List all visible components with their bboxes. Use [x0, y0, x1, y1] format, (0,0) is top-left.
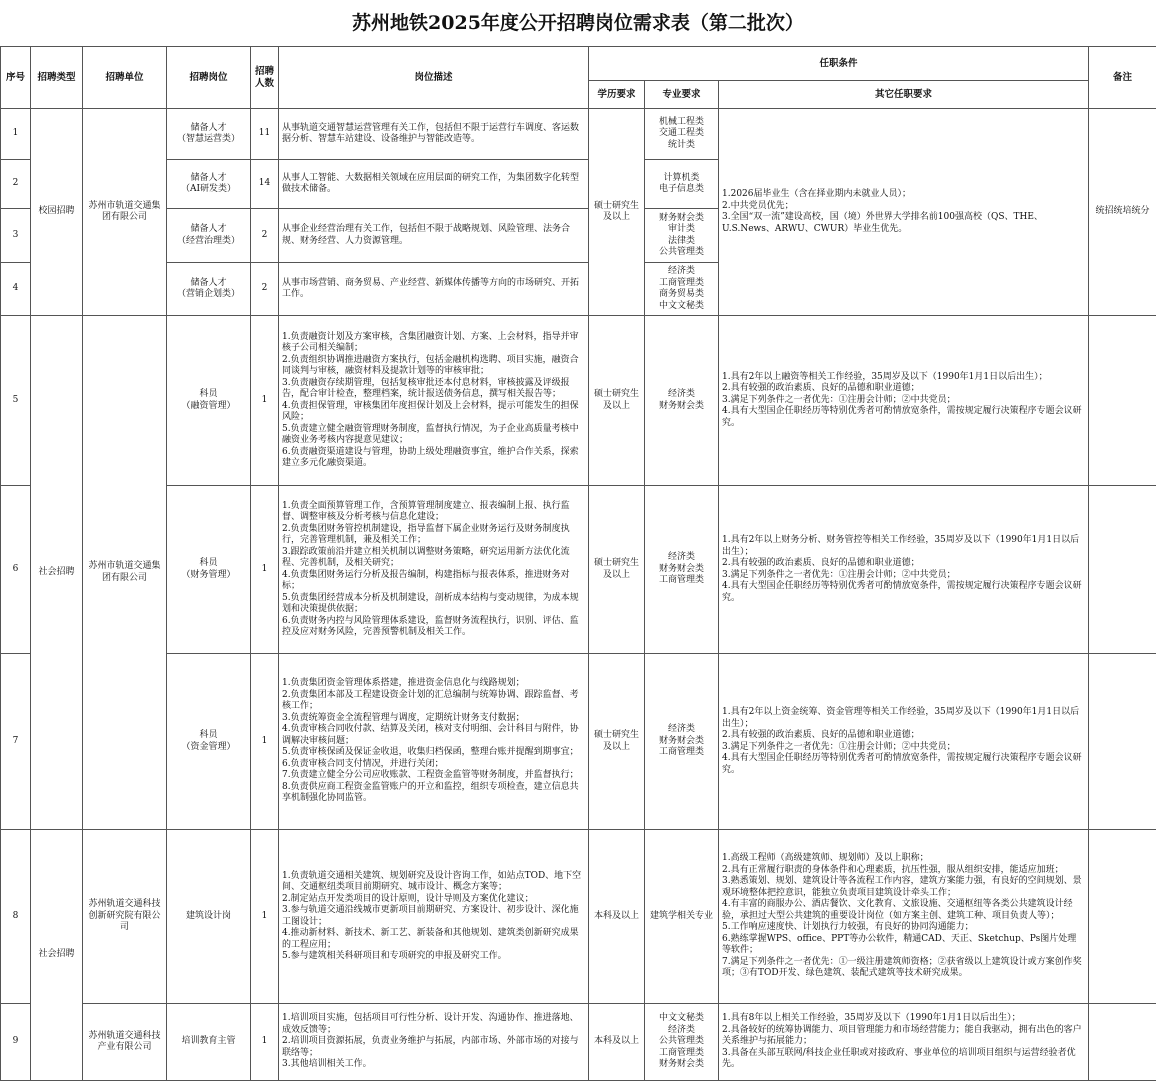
row-major: 经济类 工商管理类 商务贸易类 中文文秘类	[645, 263, 719, 316]
row-remark: 统招统培统分	[1089, 109, 1156, 316]
row-desc: 从事人工智能、大数据相关领域在应用层面的研究工作，为集团数字化转型做技术储备。	[279, 160, 589, 209]
row-desc: 1.负责全面预算管理工作，含预算管理制度建立、报表编制上报、执行监督、调整审核及分析考核与信息化建设； 2.负责集团财务管控机制建设，指导监督下属企业财务运行及财务制度执行，完善管理机制，兼及相关工作； 3.跟踪政策前沿并建立相关机制以调整财务策略，研究运用新方法优化流程、完善机制，及相关研究； 4.负责集团财务运行分析及报告编制，构建指标与报表体系，推进财务对标； 5.负责集团经营成本分析及机制建设，剖析成本结构与变动规律，为成本规划和决策提供依据； 6.负责财务内控与风险管理体系建设，监督财务流程执行，识别、评估、监控及应对财务风险，完善预警机制及相关工作。	[279, 486, 589, 654]
table-row	[1, 109, 1156, 160]
recruit-unit: 苏州轨道交通科技创新研究院有限公司	[83, 830, 167, 1004]
recruit-unit: 苏州市轨道交通集团有限公司	[83, 316, 167, 830]
header-count: 招聘人数	[251, 47, 279, 109]
row-remark	[1089, 654, 1156, 830]
row-count: 14	[251, 160, 279, 209]
row-post: 储备人才 （智慧运营类）	[167, 109, 251, 160]
row-seq: 8	[1, 830, 31, 1004]
row-post: 培训教育主管	[167, 1004, 251, 1081]
table-row	[1, 316, 1156, 486]
row-count: 1	[251, 1004, 279, 1081]
recruit-unit: 苏州市轨道交通集团有限公司	[83, 109, 167, 316]
row-major: 机械工程类 交通工程类 统计类	[645, 109, 719, 160]
row-count: 2	[251, 209, 279, 263]
row-education: 硕士研究生及以上	[589, 109, 645, 316]
row-other: 1.2026届毕业生（含在择业期内未就业人员）； 2.中共党员优先； 3.全国“双一流”建设高校，国（境）外世界大学排名前100强高校（QS、THE、U.S.News、ARWU、CWUR）毕业生优先。	[719, 109, 1089, 316]
row-major: 财务财会类 审计类 法律类 公共管理类	[645, 209, 719, 263]
row-desc: 从事企业经营治理有关工作，包括但不限于战略规划、风险管理、法务合规、财务经营、人力资源管理。	[279, 209, 589, 263]
row-post: 储备人才 （AI研发类）	[167, 160, 251, 209]
row-seq: 3	[1, 209, 31, 263]
row-count: 2	[251, 263, 279, 316]
row-post: 建筑设计岗	[167, 830, 251, 1004]
row-education: 硕士研究生及以上	[589, 654, 645, 830]
header-major: 专业要求	[645, 81, 719, 109]
row-post: 科员 （资金管理）	[167, 654, 251, 830]
header-requirements: 任职条件	[589, 47, 1089, 81]
table-row	[1, 486, 1156, 654]
row-other: 1.高级工程师（高级建筑师、规划师）及以上职称； 2.具有正常履行职责的身体条件和心理素质，抗压性强，服从组织安排，能适应加班； 3.熟悉策划、规划、建筑设计等各流程工作内容，建筑方案能力强，有良好的空间规划、景观环境整体把控意识，能独立负责项目建筑设计牵头工作； 4.有丰富的商服办公、酒店餐饮、文化教育、文旅设施、交通枢纽等各类公共建筑设计经验，承担过大型公共建筑的重要设计岗位（如方案主创、建筑工种、项目负责人等）； 5.工作响应速度快、计划执行力较强，有良好的协同沟通能力； 6.熟练掌握WPS、office、PPT等办公软件，精通CAD、天正、Sketchup、Ps图片处理等软件； 7.满足下列条件之一者优先：①一级注册建筑师资格；②获省级以上建筑设计或方案创作奖项；③有TOD开发、绿色建筑、装配式建筑等技术研究成果。	[719, 830, 1089, 1004]
row-desc: 1.负责融资计划及方案审核，含集团融资计划、方案、上会材料，指导并审核子公司相关编制； 2.负责组织协调推进融资方案执行，包括金融机构选聘、项目实施，融资合同谈判与审核，融资材料及提款计划等的审核审批； 3.负责融资存续期管理，包括复核审批还本付息材料，审核披露及评级报告，配合审计检查，整理档案，统计报送债务信息，撰写相关报告等； 4.负责担保管理，审核集团年度担保计划及上会材料，提示可能发生的担保风险； 5.负责建立健全融资管理财务制度，监督执行情况，为子企业高质量考核中融资业务考核内容提意见建议； 6.负责融资渠道建设与管理，协助上级处理融资事宜，维护合作关系，探索建立多元化融资渠道。	[279, 316, 589, 486]
row-other: 1.具有2年以上融资等相关工作经验，35周岁及以下（1990年1月1日以后出生）； 2.具有较强的政治素质、良好的品德和职业道德； 3.满足下列条件之一者优先：①注册会计师；②中共党员； 4.具有大型国企任职经历等特别优秀者可酌情放宽条件，需按规定履行决策程序专题会议研究。	[719, 316, 1089, 486]
row-count: 1	[251, 316, 279, 486]
header-post: 招聘岗位	[167, 47, 251, 109]
row-remark	[1089, 316, 1156, 486]
row-post: 储备人才 （经营治理类）	[167, 209, 251, 263]
row-desc: 1.负责轨道交通相关建筑、规划研究及设计咨询工作，如站点TOD、地下空间、交通枢纽类项目前期研究、城市设计、概念方案等； 2.制定站点开发类项目的设计原则，设计导则及方案优化建议； 3.参与轨道交通沿线城市更新项目前期研究、方案设计、初步设计、深化施工图设计； 4.推动新材料、新技术、新工艺、新装备和其他规划、建筑类创新研究成果的工程应用； 5.参与建筑相关科研项目和专项研究的申报及研究工作。	[279, 830, 589, 1004]
row-other: 1.具有2年以上资金统筹、资金管理等相关工作经验，35周岁及以下（1990年1月1日以后出生）； 2.具有较强的政治素质、良好的品德和职业道德； 3.满足下列条件之一者优先：①注册会计师；②中共党员； 4.具有大型国企任职经历等特别优秀者可酌情放宽条件，需按规定履行决策程序专题会议研究。	[719, 654, 1089, 830]
recruit-type: 社会招聘	[31, 830, 83, 1081]
row-remark	[1089, 1004, 1156, 1081]
row-major: 经济类 财务财会类 工商管理类	[645, 654, 719, 830]
recruit-type: 社会招聘	[31, 316, 83, 830]
row-count: 1	[251, 486, 279, 654]
row-desc: 1.培训项目实施，包括项目可行性分析、设计开发、沟通协作、推进落地、成效反馈等； 2.培训项目资源拓展，负责业务维护与拓展，内部市场、外部市场的对接与联络等； 3.其他培训相关工作。	[279, 1004, 589, 1081]
row-seq: 9	[1, 1004, 31, 1081]
row-count: 11	[251, 109, 279, 160]
row-count: 1	[251, 654, 279, 830]
header-education: 学历要求	[589, 81, 645, 109]
header-remark: 备注	[1089, 47, 1156, 109]
row-seq: 4	[1, 263, 31, 316]
page-title: 苏州地铁2025年度公开招聘岗位需求表（第二批次）	[0, 0, 1156, 46]
row-major: 中文文秘类 经济类 公共管理类 工商管理类 财务财会类	[645, 1004, 719, 1081]
row-post: 科员 （财务管理）	[167, 486, 251, 654]
row-seq: 6	[1, 486, 31, 654]
recruit-unit: 苏州轨道交通科技产业有限公司	[83, 1004, 167, 1081]
row-education: 本科及以上	[589, 830, 645, 1004]
row-seq: 2	[1, 160, 31, 209]
header-seq: 序号	[1, 47, 31, 109]
row-desc: 从事市场营销、商务贸易、产业经营、新媒体传播等方向的市场研究、开拓工作。	[279, 263, 589, 316]
row-other: 1.具有8年以上相关工作经验，35周岁及以下（1990年1月1日以后出生）； 2.具备较好的统筹协调能力、项目管理能力和市场经营能力；能自我驱动，拥有出色的客户关系维护与拓展能力； 3.具备在头部互联网/科技企业任职或对接政府、事业单位的培训项目组织与运营经验者优先。	[719, 1004, 1089, 1081]
row-seq: 5	[1, 316, 31, 486]
row-post: 储备人才 （营销企划类）	[167, 263, 251, 316]
header-type: 招聘类型	[31, 47, 83, 109]
row-post: 科员 （融资管理）	[167, 316, 251, 486]
row-other: 1.具有2年以上财务分析、财务管控等相关工作经验，35周岁及以下（1990年1月1日以后出生）； 2.具有较强的政治素质、良好的品德和职业道德； 3.满足下列条件之一者优先：①注册会计师；②中共党员； 4.具有大型国企任职经历等特别优秀者可酌情放宽条件，需按规定履行决策程序专题会议研究。	[719, 486, 1089, 654]
table-row	[1, 830, 1156, 1004]
row-count: 1	[251, 830, 279, 1004]
header-unit: 招聘单位	[83, 47, 167, 109]
row-education: 硕士研究生及以上	[589, 486, 645, 654]
recruitment-table	[0, 46, 1156, 1081]
row-desc: 1.负责集团资金管理体系搭建，推进资金信息化与线路规划； 2.负责集团本部及工程建设资金计划的汇总编制与统筹协调、跟踪监督、考核工作； 3.负责统筹资金全流程管理与调度，定期统计财务支付数据； 4.负责审核合同收付款、结算及关闭，核对支付明细、会计科目与附件，协调解决审核问题； 5.负责审核保函及保证金收退，收集归档保函，整理台账并提醒到期事宜； 6.负责审核合同支付情况，并进行关闭； 7.负责建立健全分公司应收账款、工程资金监管等财务制度，并监督执行； 8.负责供应商工程资金监管账户的开立和监控，组织专项检查，建立信息共享机制强化协同监管。	[279, 654, 589, 830]
row-major: 经济类 财务财会类 工商管理类	[645, 486, 719, 654]
row-seq: 1	[1, 109, 31, 160]
row-seq: 7	[1, 654, 31, 830]
row-major: 经济类 财务财会类	[645, 316, 719, 486]
header-row	[1, 47, 1156, 81]
table-row	[1, 1004, 1156, 1081]
table-row	[1, 654, 1156, 830]
row-major: 计算机类 电子信息类	[645, 160, 719, 209]
row-remark	[1089, 830, 1156, 1004]
header-desc: 岗位描述	[279, 47, 589, 109]
row-education: 硕士研究生及以上	[589, 316, 645, 486]
row-major: 建筑学相关专业	[645, 830, 719, 1004]
row-desc: 从事轨道交通智慧运营管理有关工作，包括但不限于运营行车调度、客运数据分析、智慧车站建设、设备维护与智能改造等。	[279, 109, 589, 160]
row-education: 本科及以上	[589, 1004, 645, 1081]
header-other: 其它任职要求	[719, 81, 1089, 109]
row-remark	[1089, 486, 1156, 654]
recruit-type: 校园招聘	[31, 109, 83, 316]
